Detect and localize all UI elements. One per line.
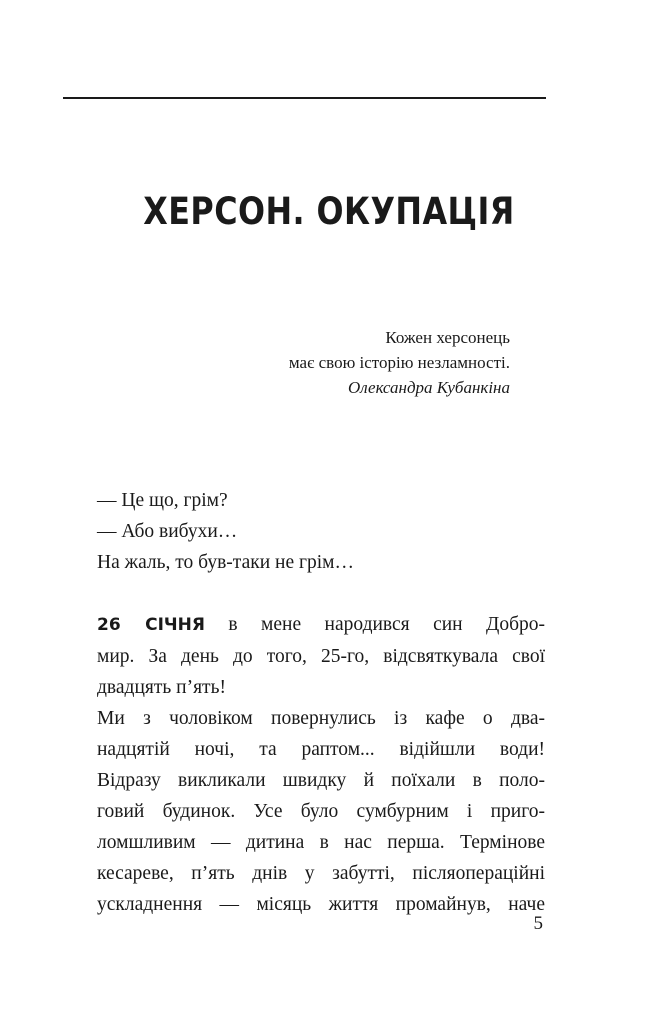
paragraph-line: надцятій ночі, та раптом... відійшли води! <box>97 739 545 760</box>
paragraph-line: говий будинок. Усе було сумбурним і приго- <box>97 801 545 822</box>
epigraph-line: Кожен херсонець <box>385 328 510 347</box>
dialogue-line: — Це що, грім? <box>97 490 228 511</box>
paragraph-line: кесареве, п’ять днів у забутті, післяопераційні <box>97 863 545 884</box>
body-text <box>97 485 545 920</box>
paragraph-line: Відразу викликали швидку й поїхали в поло- <box>97 770 545 791</box>
paragraph-line: мир. За день до того, 25-го, відсвяткувала свої <box>97 646 545 667</box>
page-number: 5 <box>533 913 543 934</box>
section-gap <box>97 578 545 609</box>
epigraph <box>289 325 510 400</box>
paragraph-line <box>97 609 545 641</box>
paragraph-line: ломшливим — дитина в нас перша. Термінове <box>97 832 545 853</box>
epigraph-line: має свою історію незламності. <box>288 353 510 372</box>
paragraph-line: Ми з чоловіком повернулись із кафе о два- <box>97 708 545 729</box>
paragraph-line: двадцять п’ять! <box>97 677 226 698</box>
dialogue-line: — Або вибухи… <box>97 521 238 542</box>
paragraph-text: в мене народився син Добро- <box>204 614 545 635</box>
chapter-title: ХЕРСОН. ОКУПАЦІЯ <box>143 190 515 233</box>
top-rule <box>63 97 546 99</box>
dialogue-line: На жаль, то був-таки не грім… <box>97 552 354 573</box>
date-heading: 26 СІЧНЯ <box>97 615 205 635</box>
paragraph-line: ускладнення — місяць життя промайнув, наче <box>97 894 545 915</box>
epigraph-author: Олександра Кубанкіна <box>347 378 510 397</box>
